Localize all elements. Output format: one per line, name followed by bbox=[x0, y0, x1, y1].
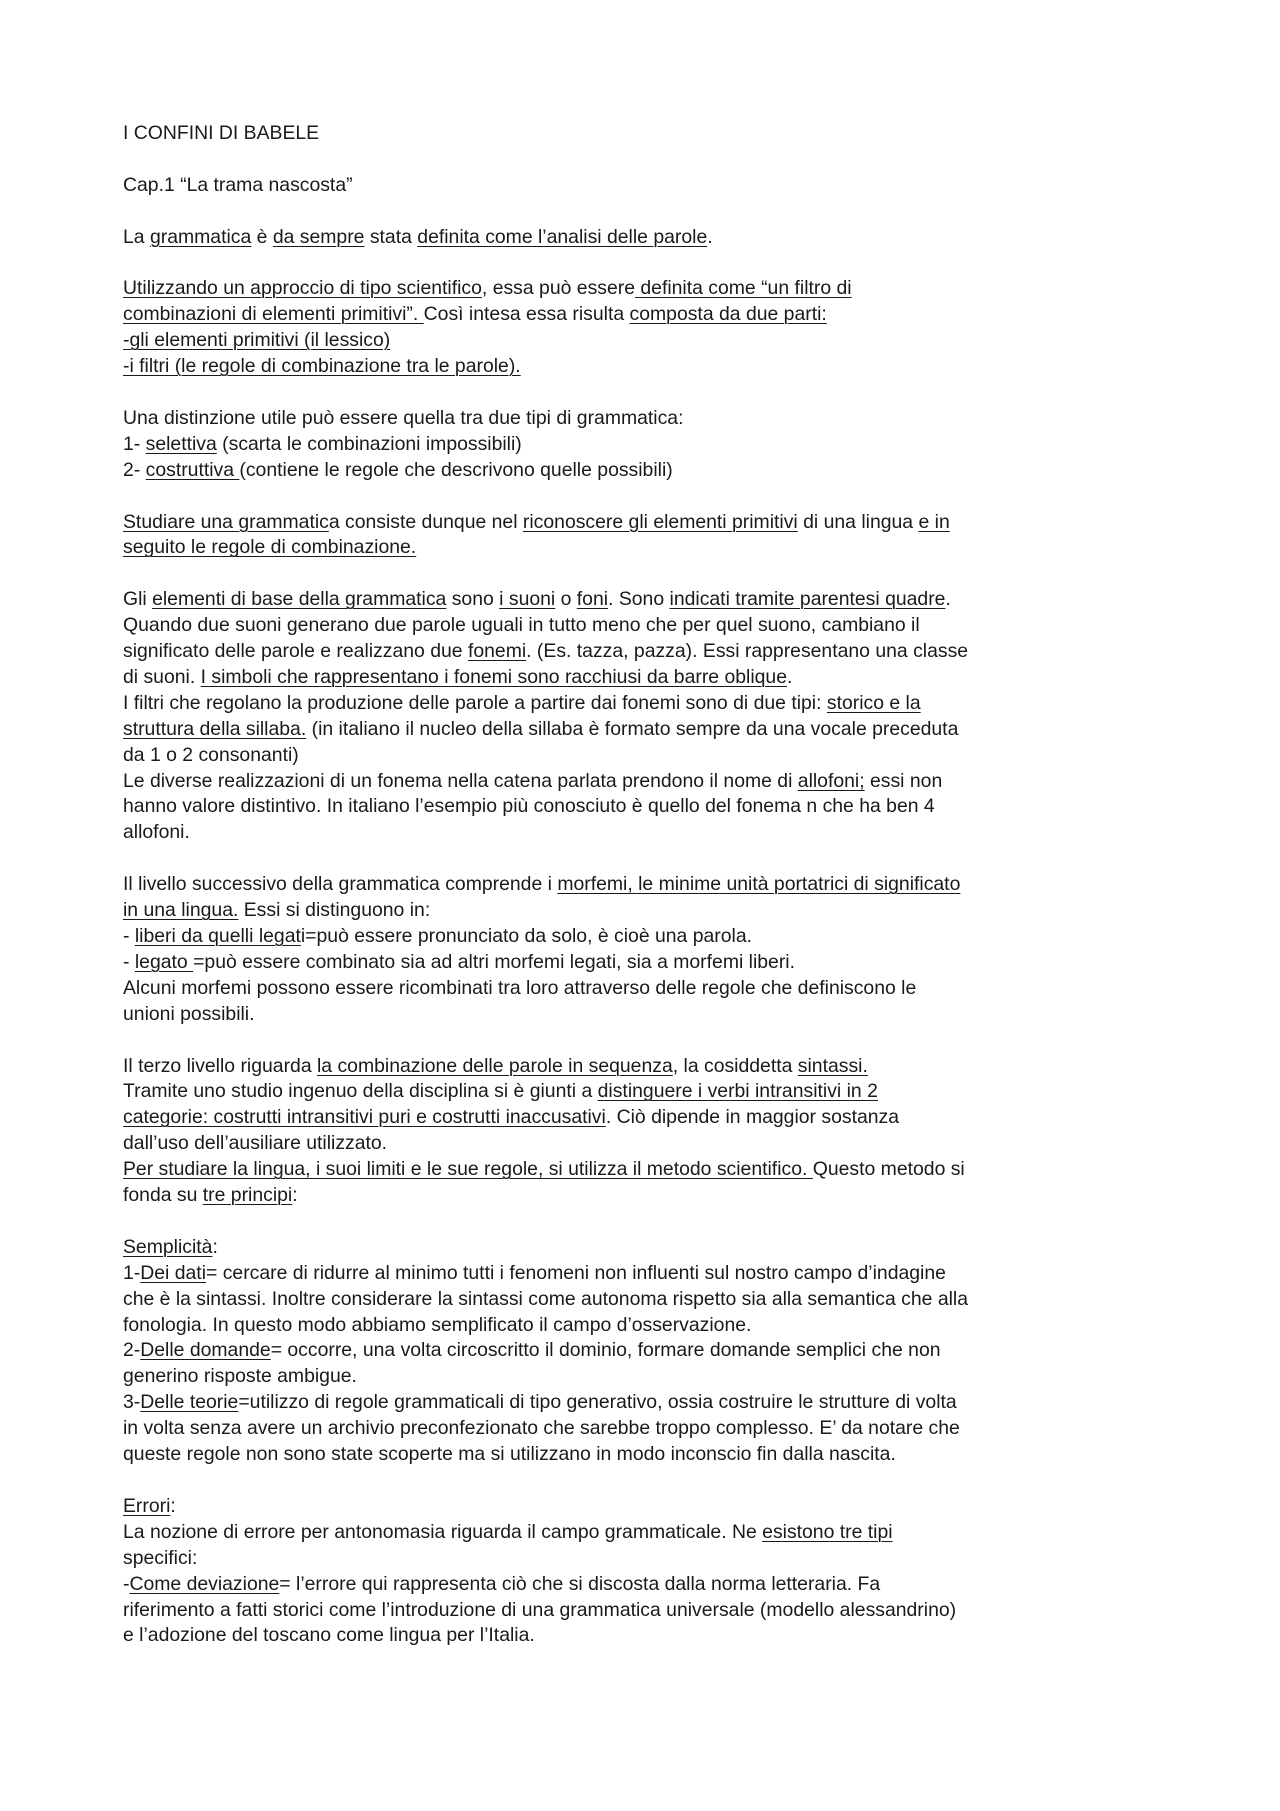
underlined-text: in una lingua. bbox=[123, 899, 239, 922]
text-segment: essi non bbox=[864, 769, 943, 792]
text-line bbox=[123, 302, 1173, 328]
underlined-text: Delle teorie bbox=[140, 1391, 239, 1414]
text-line bbox=[123, 717, 1173, 743]
text-line bbox=[123, 743, 1173, 769]
underlined-text: Per studiare la lingua, i suoi limiti e le sue regole, si utilizza il metodo scientifico. bbox=[123, 1158, 813, 1181]
text-line bbox=[123, 1623, 1173, 1649]
underlined-text: categorie: costrutti intransitivi puri e costrutti inaccusativi bbox=[123, 1106, 606, 1129]
text-segment: =utilizzo di regole grammaticali di tipo generativo, ossia costruire le strutture di volta bbox=[238, 1391, 957, 1414]
text-line bbox=[123, 1364, 1173, 1390]
text-segment: : bbox=[292, 1184, 298, 1207]
blank-line bbox=[123, 251, 1173, 277]
text-segment: La nozione di errore per antonomasia riguarda il campo grammaticale. Ne bbox=[123, 1520, 763, 1543]
text-segment: Tramite uno studio ingenuo della disciplina si è giunti a bbox=[123, 1080, 598, 1103]
text-line bbox=[123, 328, 1173, 354]
underlined-text: storico e la bbox=[826, 691, 921, 714]
underlined-text: Utilizzando un approccio di tipo scientifico bbox=[123, 277, 482, 300]
text-segment: Così intesa essa risulta bbox=[423, 303, 630, 326]
text-line bbox=[123, 1183, 1173, 1209]
text-segment: Gli bbox=[123, 588, 153, 611]
text-segment: sono bbox=[446, 588, 500, 611]
text-line bbox=[123, 432, 1173, 458]
underlined-text: distinguere i verbi intransitivi in 2 bbox=[597, 1080, 878, 1103]
text-segment: 2- bbox=[123, 1339, 141, 1362]
underlined-text: composta da due parti: bbox=[629, 303, 827, 326]
text-line bbox=[123, 1416, 1173, 1442]
text-segment: (contiene le regole che descrivono quelle possibili) bbox=[239, 458, 673, 481]
blank-line bbox=[123, 1468, 1173, 1494]
text-segment: e l’adozione del toscano come lingua per l’Italia. bbox=[123, 1624, 535, 1647]
blank-line bbox=[123, 1028, 1173, 1054]
text-segment: = occorre, una volta circoscritto il dominio, formare domande semplici che non bbox=[270, 1339, 941, 1362]
text-line bbox=[123, 1079, 1173, 1105]
text-segment: o bbox=[555, 588, 577, 611]
text-line bbox=[123, 1390, 1173, 1416]
text-segment: a consiste dunque nel bbox=[328, 510, 523, 533]
underlined-text: combinazioni di elementi primitivi”. bbox=[123, 303, 424, 326]
text-line bbox=[123, 1598, 1173, 1624]
underlined-text: definita come “un filtro di bbox=[634, 277, 852, 300]
text-segment: di una lingua bbox=[797, 510, 919, 533]
document-body bbox=[123, 121, 1173, 1649]
text-segment: . Sono bbox=[608, 588, 670, 611]
text-line bbox=[123, 1313, 1173, 1339]
text-segment: riferimento a fatti storici come l’introduzione di una grammatica universale (modello alessandrino) bbox=[123, 1598, 957, 1621]
text-line bbox=[123, 225, 1173, 251]
underlined-text: Come deviazione bbox=[129, 1572, 280, 1595]
text-line bbox=[123, 1520, 1173, 1546]
blank-line bbox=[123, 380, 1173, 406]
text-segment: . bbox=[945, 588, 951, 611]
text-segment: Il livello successivo della grammatica comprende i bbox=[123, 873, 558, 896]
underlined-text: Semplicità bbox=[123, 1235, 213, 1258]
underlined-text: liberi da quelli legat bbox=[134, 924, 301, 947]
underlined-text: legato bbox=[134, 950, 194, 973]
text-lines bbox=[123, 225, 1173, 1650]
text-segment: . Ciò dipende in maggior sostanza bbox=[605, 1106, 900, 1129]
text-segment: hanno valore distintivo. In italiano l’esempio più conosciuto è quello del fonema n che ha ben 4 bbox=[123, 795, 935, 818]
text-segment: fonologia. In questo modo abbiamo semplificato il campo d’osservazione. bbox=[123, 1313, 752, 1336]
text-line bbox=[123, 406, 1173, 432]
text-line bbox=[123, 1131, 1173, 1157]
document-title: I CONFINI DI BABELE bbox=[123, 122, 320, 144]
underlined-text: costruttiva bbox=[145, 458, 240, 481]
underlined-text: -i filtri (le regole di combinazione tra le parole). bbox=[123, 355, 521, 378]
text-segment: , la cosiddetta bbox=[672, 1054, 798, 1077]
text-line bbox=[123, 1054, 1173, 1080]
underlined-text: Dei dati bbox=[140, 1261, 206, 1284]
text-segment: I filtri che regolano la produzione delle parole a partire dai fonemi sono di due tipi: bbox=[123, 691, 827, 714]
text-segment: Questo metodo si bbox=[812, 1158, 965, 1181]
underlined-text: tre principi bbox=[202, 1184, 293, 1207]
text-segment: = l’errore qui rappresenta ciò che si discosta dalla norma letteraria. Fa bbox=[279, 1572, 881, 1595]
text-line bbox=[123, 1105, 1173, 1131]
underlined-text: fonemi bbox=[467, 640, 527, 663]
text-segment: significato delle parole e realizzano due bbox=[123, 640, 468, 663]
underlined-text: riconoscere gli elementi primitivi bbox=[522, 510, 798, 533]
text-segment: unioni possibili. bbox=[123, 1002, 255, 1025]
text-segment: , essa può essere bbox=[481, 277, 635, 300]
chapter-heading: Cap.1 “La trama nascosta” bbox=[123, 173, 353, 196]
text-segment: queste regole non sono state scoperte ma si utilizzano in modo inconscio fin dalla nascita. bbox=[123, 1443, 896, 1466]
text-line bbox=[123, 665, 1173, 691]
text-segment: 1- bbox=[123, 1261, 141, 1284]
blank-line bbox=[123, 1209, 1173, 1235]
text-segment: . bbox=[786, 665, 793, 688]
text-line bbox=[123, 1235, 1173, 1261]
text-segment: dall’uso dell’ausiliare utilizzato. bbox=[123, 1132, 388, 1155]
text-line bbox=[123, 1338, 1173, 1364]
text-segment: Quando due suoni generano due parole uguali in tutto meno che per quel suono, cambiano il bbox=[123, 614, 920, 637]
text-line bbox=[123, 1002, 1173, 1028]
text-line bbox=[123, 354, 1173, 380]
underlined-text: e in bbox=[918, 510, 950, 533]
text-line bbox=[123, 898, 1173, 924]
underlined-text: -gli elementi primitivi (il lessico) bbox=[123, 329, 391, 352]
underlined-text: elementi di base della grammatica bbox=[152, 588, 447, 611]
text-line bbox=[123, 1442, 1173, 1468]
text-segment: allofoni. bbox=[123, 821, 190, 844]
underlined-text: da sempre bbox=[272, 225, 365, 248]
text-line bbox=[123, 976, 1173, 1002]
blank-line bbox=[123, 147, 1173, 173]
text-segment: è bbox=[251, 225, 273, 248]
text-line bbox=[123, 1287, 1173, 1313]
underlined-text: indicati tramite parentesi quadre bbox=[669, 588, 946, 611]
text-line bbox=[123, 820, 1173, 846]
text-segment: - bbox=[123, 950, 135, 973]
text-segment: 1- bbox=[123, 432, 146, 455]
text-segment: fonda su bbox=[123, 1184, 203, 1207]
underlined-text: allofoni; bbox=[797, 769, 865, 792]
text-line bbox=[123, 872, 1173, 898]
text-line bbox=[123, 1546, 1173, 1572]
blank-line bbox=[123, 846, 1173, 872]
text-segment: = cercare di ridurre al minimo tutti i fenomeni non influenti sul nostro campo d’indagine bbox=[206, 1261, 946, 1284]
text-segment: (in italiano il nucleo della sillaba è formato sempre da una vocale preceduta bbox=[306, 717, 959, 740]
text-segment: . (Es. tazza, pazza). Essi rappresentano una classe bbox=[526, 640, 969, 663]
underlined-text: la combinazione delle parole in sequenza bbox=[317, 1054, 673, 1077]
text-line bbox=[123, 587, 1173, 613]
text-line bbox=[123, 639, 1173, 665]
text-line bbox=[123, 950, 1173, 976]
text-segment: =può essere combinato sia ad altri morfemi legati, sia a morfemi liberi. bbox=[193, 950, 795, 973]
underlined-text: foni bbox=[576, 588, 609, 611]
text-line bbox=[123, 794, 1173, 820]
underlined-text: Errori bbox=[123, 1494, 171, 1517]
text-segment: Il terzo livello riguarda bbox=[123, 1054, 317, 1077]
text-segment: : bbox=[212, 1235, 218, 1258]
text-line bbox=[123, 510, 1173, 536]
underlined-text: I simboli che rappresentano i fonemi sono racchiusi da barre oblique bbox=[200, 665, 787, 688]
text-segment: Alcuni morfemi possono essere ricombinati tra loro attraverso delle regole che definiscono le bbox=[123, 976, 917, 999]
text-segment: - bbox=[123, 924, 135, 947]
underlined-text: Studiare una grammatic bbox=[123, 510, 329, 533]
text-segment: - bbox=[123, 1572, 130, 1595]
text-line bbox=[123, 1572, 1173, 1598]
text-segment: 3- bbox=[123, 1391, 141, 1414]
underlined-text: selettiva bbox=[145, 432, 217, 455]
text-segment: che è la sintassi. Inoltre considerare la sintassi come autonoma rispetto sia alla semantica che alla bbox=[123, 1287, 968, 1310]
text-line bbox=[123, 691, 1173, 717]
text-segment: . bbox=[707, 225, 713, 248]
text-segment: La bbox=[123, 225, 150, 248]
text-line bbox=[123, 1261, 1173, 1287]
blank-line bbox=[123, 199, 1173, 225]
underlined-text: sintassi. bbox=[797, 1054, 868, 1077]
text-segment: Le diverse realizzazioni di un fonema nella catena parlata prendono il nome di bbox=[123, 769, 798, 792]
underlined-text: i suoni bbox=[499, 588, 556, 611]
underlined-text: seguito le regole di combinazione. bbox=[123, 536, 417, 559]
text-segment: di suoni. bbox=[123, 665, 201, 688]
text-segment: generino risposte ambigue. bbox=[123, 1365, 357, 1388]
underlined-text: definita come l’analisi delle parole bbox=[417, 225, 708, 248]
underlined-text: struttura della sillaba. bbox=[123, 717, 307, 740]
text-line bbox=[123, 769, 1173, 795]
text-segment: da 1 o 2 consonanti) bbox=[123, 743, 299, 766]
text-line bbox=[123, 458, 1173, 484]
text-segment: Essi si distinguono in: bbox=[238, 899, 431, 922]
text-line bbox=[123, 1157, 1173, 1183]
text-segment: : bbox=[170, 1494, 176, 1517]
text-segment: i=può essere pronunciato da solo, è cioè una parola. bbox=[300, 924, 753, 947]
text-line bbox=[123, 276, 1173, 302]
text-segment: (scarta le combinazioni impossibili) bbox=[216, 432, 522, 455]
text-line bbox=[123, 535, 1173, 561]
blank-line bbox=[123, 484, 1173, 510]
text-segment: stata bbox=[364, 225, 418, 248]
text-segment: specifici: bbox=[123, 1546, 198, 1569]
text-line bbox=[123, 613, 1173, 639]
underlined-text: Delle domande bbox=[140, 1339, 271, 1362]
text-line bbox=[123, 924, 1173, 950]
underlined-text: morfemi, le minime unità portatrici di significato bbox=[557, 873, 961, 896]
underlined-text: esistono tre tipi bbox=[762, 1520, 893, 1543]
text-segment: 2- bbox=[123, 458, 146, 481]
underlined-text: grammatica bbox=[149, 225, 252, 248]
blank-line bbox=[123, 561, 1173, 587]
text-line bbox=[123, 1494, 1173, 1520]
text-segment: in volta senza avere un archivio preconfezionato che sarebbe troppo complesso. E’ da notare che bbox=[123, 1417, 960, 1440]
text-segment: Una distinzione utile può essere quella tra due tipi di grammatica: bbox=[123, 406, 684, 429]
